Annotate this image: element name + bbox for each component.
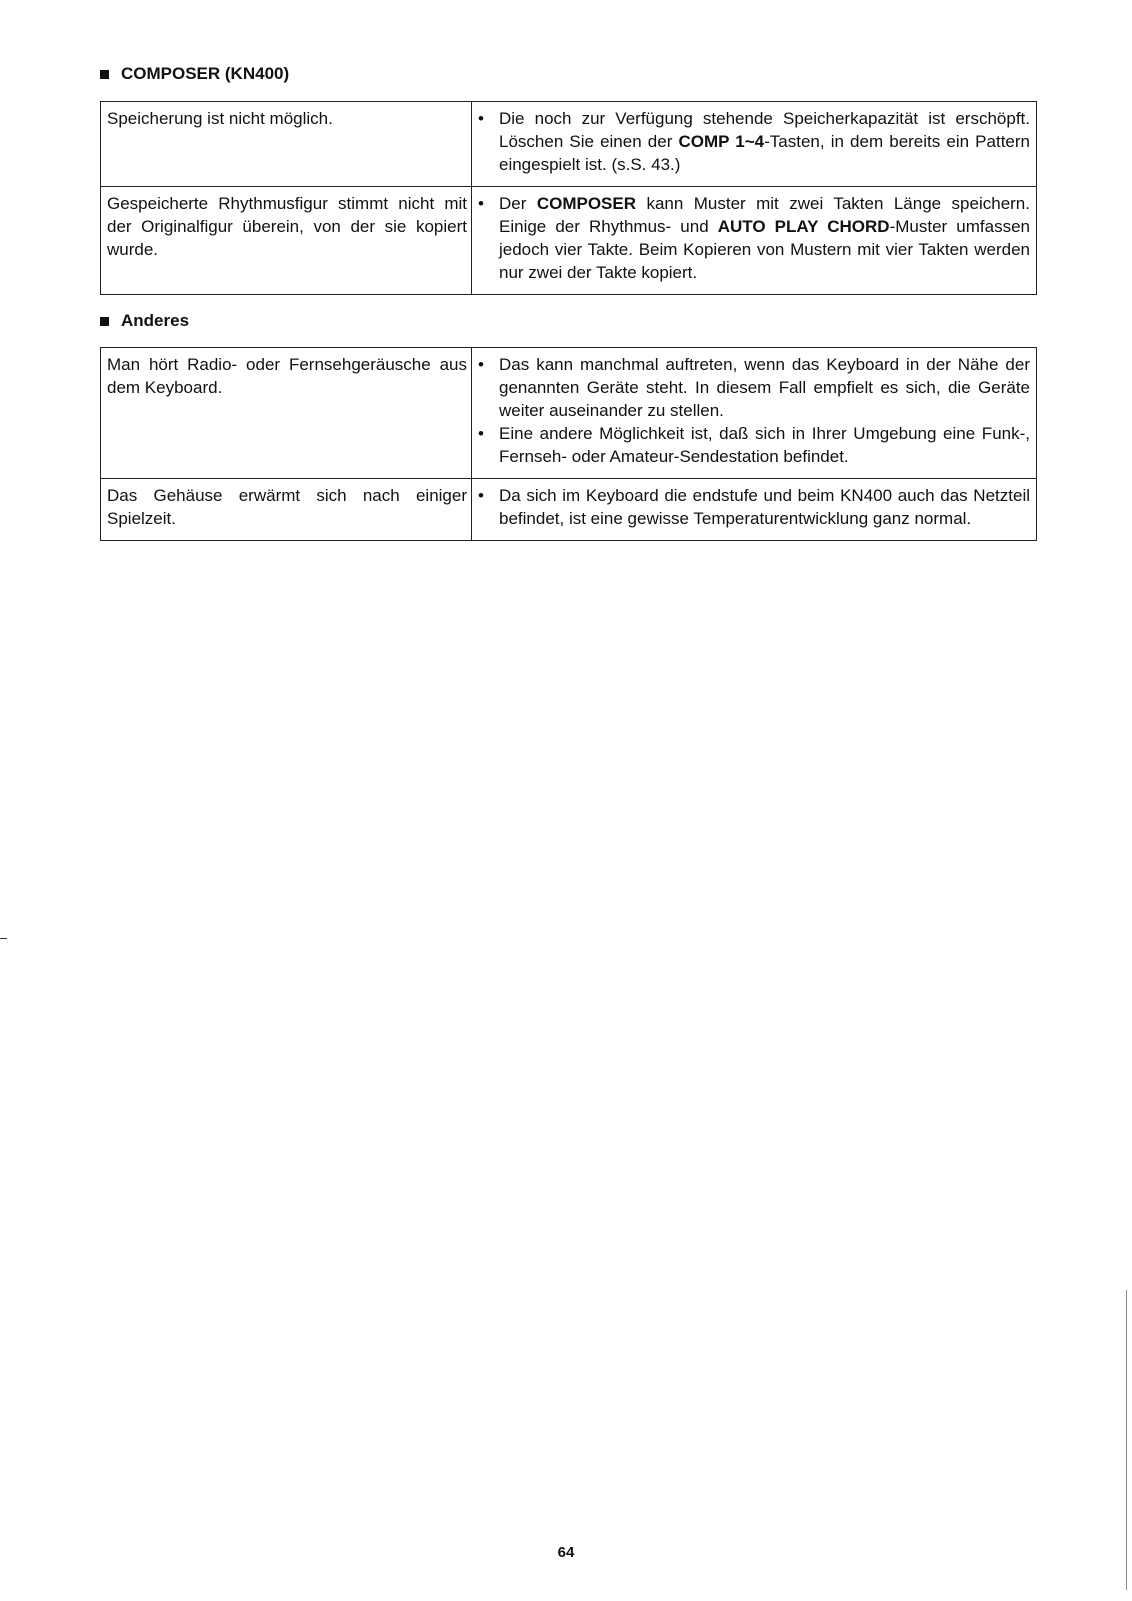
- solution-bullet-item: [478, 422, 1030, 468]
- problem-cell: Das Gehäuse erwärmt sich nach einiger Spielzeit.: [101, 479, 472, 541]
- solution-text: [499, 484, 1030, 530]
- square-bullet-icon: [100, 317, 109, 326]
- troubleshooting-table-composer: [100, 101, 1037, 295]
- problem-cell: Gespeicherte Rhythmusfigur stimmt nicht mit der Originalfigur überein, von der sie kopiert wurde.: [101, 187, 472, 295]
- bold-term: COMP 1~4: [678, 132, 765, 151]
- text-run: Die noch zur Verfügung stehende Speicherkapazität ist erschöpft. Löschen Sie einen der: [499, 109, 1030, 151]
- solution-cell: [472, 348, 1037, 479]
- table-row: [101, 187, 1037, 295]
- bullet-dot-icon: •: [478, 424, 484, 443]
- problem-cell: Man hört Radio- oder Fernsehgeräusche aus dem Keyboard.: [101, 348, 472, 479]
- solution-bullet-item: [478, 484, 1030, 530]
- solution-text: [499, 107, 1030, 176]
- bullet-dot-icon: •: [478, 355, 484, 374]
- text-run: Da sich im Keyboard die endstufe und beim KN400 auch das Netzteil befindet, ist eine gewisse Temperaturentwicklung ganz normal.: [499, 486, 1030, 528]
- section-heading-composer: [100, 64, 289, 84]
- table-row: [101, 479, 1037, 541]
- solution-cell: [472, 187, 1037, 295]
- solution-cell: [472, 102, 1037, 187]
- bold-term: COMPOSER: [536, 194, 637, 213]
- bullet-dot-icon: •: [478, 109, 484, 128]
- text-run: Der: [499, 194, 537, 213]
- solution-cell: [472, 479, 1037, 541]
- troubleshooting-table-anderes: [100, 347, 1037, 541]
- table-row: [101, 102, 1037, 187]
- problem-cell: Speicherung ist nicht möglich.: [101, 102, 472, 187]
- solution-bullet-item: [478, 353, 1030, 422]
- scan-edge-mark: [1126, 1290, 1127, 1590]
- solution-text: [499, 192, 1030, 284]
- bullet-dot-icon: •: [478, 194, 484, 213]
- text-run: Eine andere Möglichkeit ist, daß sich in Ihrer Umgebung eine Funk-, Fernseh- oder Amateur-Sendestation befindet.: [499, 424, 1030, 466]
- section-heading-anderes: [100, 311, 189, 331]
- table-row: [101, 348, 1037, 479]
- solution-bullet-item: [478, 107, 1030, 176]
- solution-text: [499, 353, 1030, 422]
- section-heading-text: COMPOSER (KN400): [121, 64, 290, 83]
- text-run: -Muster umfassen jedoch vier Takte. Beim Kopieren von Mustern mit vier Takten werden nur zwei der Takte kopiert.: [499, 217, 1030, 282]
- text-run: kann Muster mit zwei Takten Länge speichern. Einige der Rhythmus- und: [499, 194, 1030, 236]
- scan-edge-mark: [0, 938, 7, 939]
- text-run: -Tasten, in dem bereits ein Pattern eingespielt ist. (s.S. 43.): [499, 132, 1030, 174]
- page-number: 64: [557, 1544, 575, 1561]
- section-heading-text: Anderes: [121, 311, 190, 330]
- solution-text: [499, 422, 1030, 468]
- bullet-dot-icon: •: [478, 486, 484, 505]
- text-run: Das kann manchmal auftreten, wenn das Keyboard in der Nähe der genannten Geräte steht. In diesem Fall empfielt es sich, die Geräte weiter auseinander zu stellen.: [499, 355, 1030, 420]
- solution-bullet-item: [478, 192, 1030, 284]
- square-bullet-icon: [100, 70, 109, 79]
- bold-term: AUTO PLAY CHORD: [717, 217, 890, 236]
